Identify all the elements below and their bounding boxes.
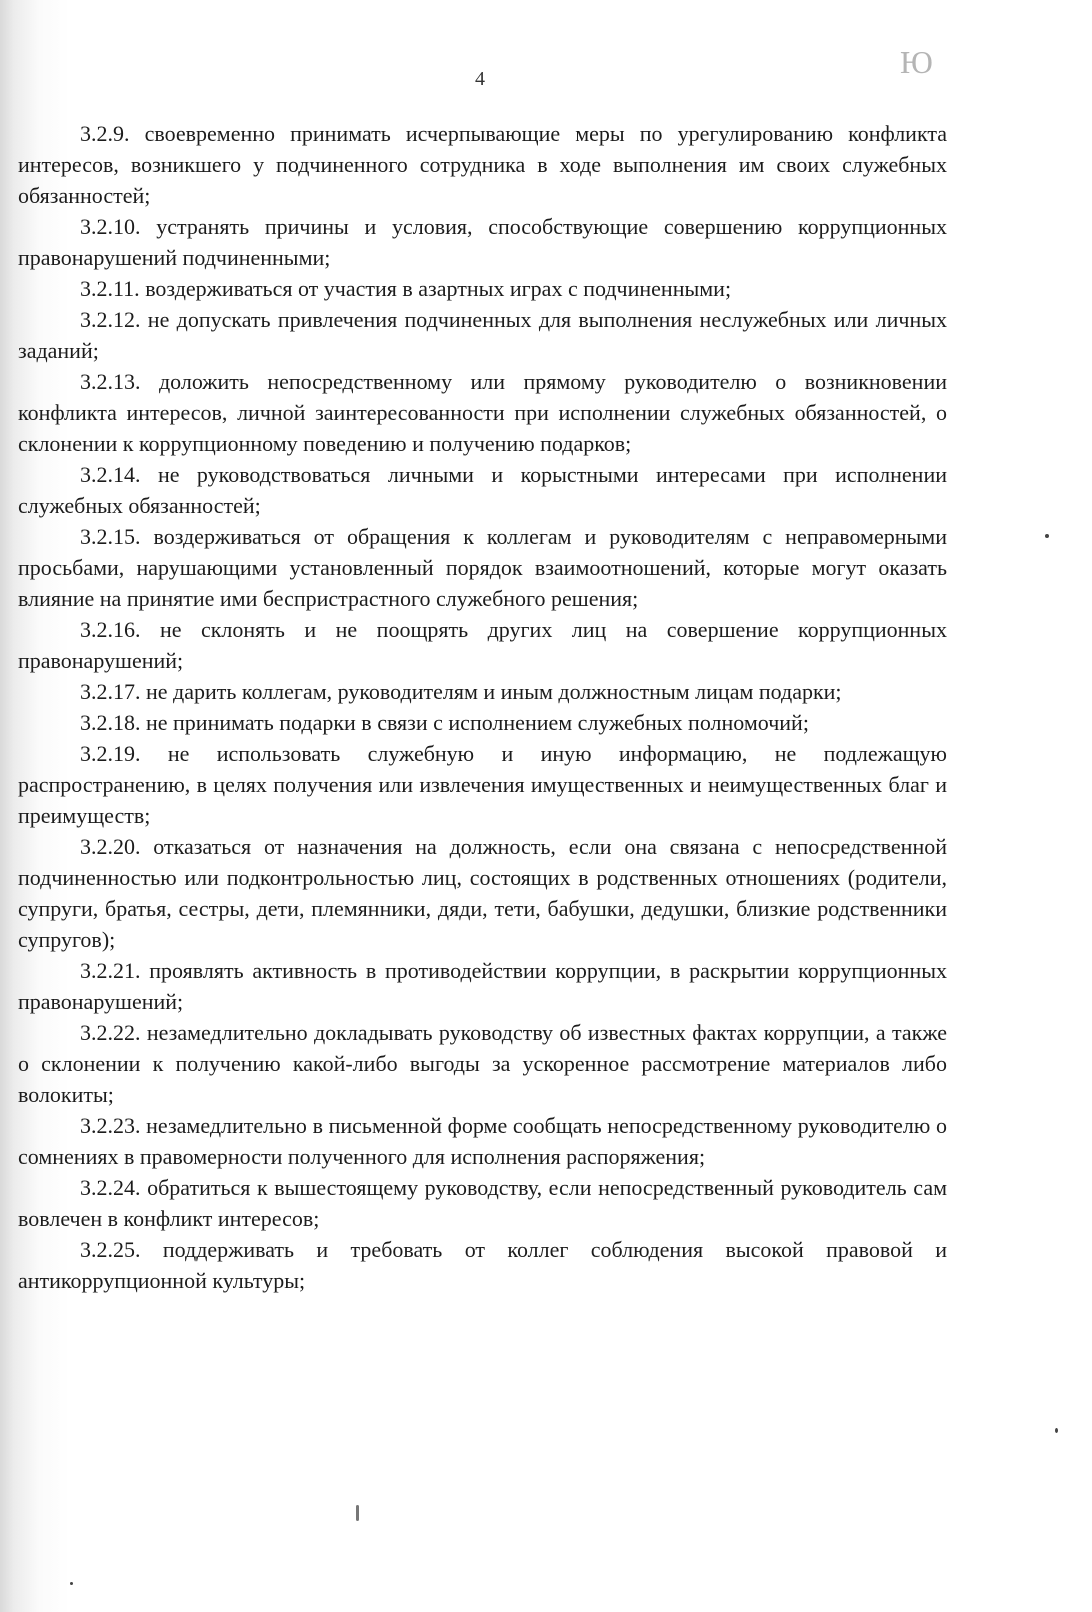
- clause-text: не использовать служебную и иную информацию, не подлежащую распространению, в целях получения или извлечения имущественных и неимущественных благ и преимуществ;: [18, 741, 947, 828]
- clause-text: не руководствоваться личными и корыстными интересами при исполнении служебных обязанностей;: [18, 462, 948, 518]
- clause-text: незамедлительно докладывать руководству об известных фактах коррупции, а также о склонении к получению какой-либо выгоды за ускоренное рассмотрение материалов либо волокиты;: [18, 1020, 947, 1107]
- clause-text: доложить непосредственному или прямому руководителю о возникновении конфликта интересов, личной заинтересованности при исполнении служебных обязанностей, о склонении к коррупционному поведению и получению подарков;: [18, 369, 948, 456]
- clause-number: 3.2.11.: [80, 276, 140, 301]
- clause-text: отказаться от назначения на должность, если она связана с непосредственной подчиненностью или подконтрольностью лиц, состоящих в родственных отношениях (родители, супруги, братья, сестры, дети, племянники, дяди, тети, бабушки, дедушки, близкие родственники супругов);: [18, 834, 947, 952]
- clause-number: 3.2.21.: [80, 958, 141, 983]
- clause-3-2-10: [18, 211, 947, 273]
- clause-number: 3.2.9.: [80, 121, 130, 146]
- clause-3-2-25: [18, 1234, 947, 1296]
- clause-3-2-22: [18, 1017, 947, 1110]
- clause-number: 3.2.14.: [80, 462, 141, 487]
- clause-number: 3.2.15.: [80, 524, 141, 549]
- clause-3-2-14: [18, 459, 947, 521]
- clause-text: своевременно принимать исчерпывающие меры по урегулированию конфликта интересов, возникшего у подчиненного сотрудника в ходе выполнения им своих служебных обязанностей;: [18, 121, 947, 208]
- clause-text: воздерживаться от участия в азартных играх с подчиненными;: [145, 276, 732, 301]
- clause-3-2-23: [18, 1110, 947, 1172]
- clause-number: 3.2.16.: [80, 617, 141, 642]
- clause-number: 3.2.24.: [80, 1175, 141, 1200]
- clause-text: воздерживаться от обращения к коллегам и руководителям с неправомерными просьбами, нарушающими установленный порядок взаимоотношений, которые могут оказать влияние на принятие ими беспристрастного служебного решения;: [18, 524, 947, 611]
- clause-number: 3.2.22.: [80, 1020, 141, 1045]
- document-body: [18, 118, 947, 1296]
- clause-number: 3.2.20.: [80, 834, 141, 859]
- clause-number: 3.2.25.: [80, 1237, 141, 1262]
- clause-3-2-19: [18, 738, 947, 831]
- clause-3-2-13: [18, 366, 947, 459]
- clause-text: не склонять и не поощрять других лиц на совершение коррупционных правонарушений;: [18, 617, 947, 673]
- clause-number: 3.2.23.: [80, 1113, 141, 1138]
- clause-text: устранять причины и условия, способствующие совершению коррупционных правонарушений подчиненными;: [18, 214, 947, 270]
- scan-speck: [1055, 1428, 1058, 1433]
- clause-3-2-15: [18, 521, 947, 614]
- clause-number: 3.2.17.: [80, 679, 141, 704]
- handwritten-page-mark: Ю: [900, 44, 931, 80]
- clause-number: 3.2.10.: [80, 214, 141, 239]
- clause-text: незамедлительно в письменной форме сообщать непосредственному руководителю о сомнениях в правомерности полученного для исполнения распоряжения;: [18, 1113, 947, 1169]
- clause-text: поддерживать и требовать от коллег соблюдения высокой правовой и антикоррупционной культуры;: [18, 1237, 947, 1293]
- clause-3-2-24: [18, 1172, 947, 1234]
- clause-number: 3.2.12.: [80, 307, 141, 332]
- clause-text: проявлять активность в противодействии коррупции, в раскрытии коррупционных правонарушений;: [18, 958, 947, 1014]
- clause-3-2-17: [18, 676, 947, 707]
- clause-text: обратиться к вышестоящему руководству, если непосредственный руководитель сам вовлечен в конфликт интересов;: [18, 1175, 948, 1231]
- clause-3-2-16: [18, 614, 947, 676]
- clause-number: 3.2.18.: [80, 710, 141, 735]
- clause-3-2-9: [18, 118, 947, 211]
- clause-3-2-11: [18, 273, 947, 304]
- clause-text: не допускать привлечения подчиненных для выполнения неслужебных или личных заданий;: [18, 307, 947, 363]
- clause-3-2-12: [18, 304, 947, 366]
- scan-speck: [356, 1505, 359, 1521]
- scan-speck: [1045, 534, 1049, 538]
- clause-text: не дарить коллегам, руководителям и иным должностным лицам подарки;: [146, 679, 842, 704]
- clause-3-2-21: [18, 955, 947, 1017]
- scan-speck: [70, 1582, 73, 1585]
- clause-number: 3.2.13.: [80, 369, 141, 394]
- page-number: 4: [475, 68, 485, 90]
- clause-3-2-18: [18, 707, 947, 738]
- clause-text: не принимать подарки в связи с исполнением служебных полномочий;: [146, 710, 809, 735]
- clause-3-2-20: [18, 831, 947, 955]
- clause-number: 3.2.19.: [80, 741, 141, 766]
